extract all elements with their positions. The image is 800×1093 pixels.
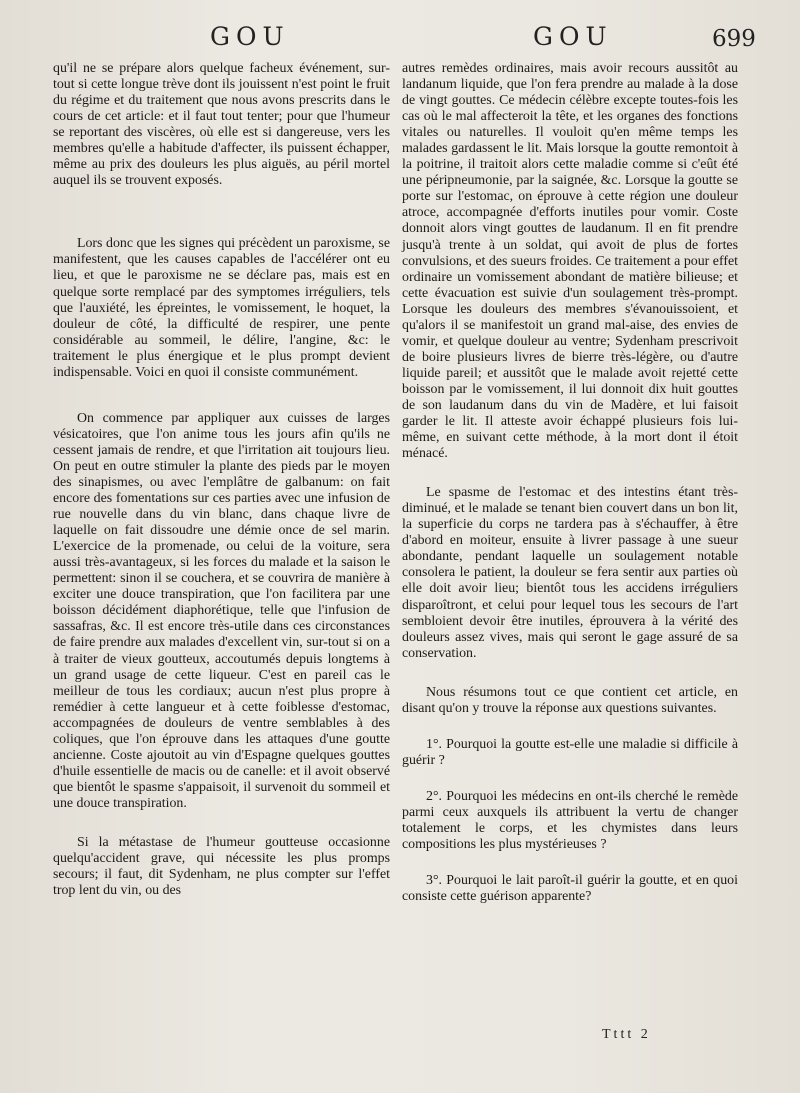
signature-mark: Tttt 2 bbox=[602, 1027, 651, 1042]
running-head-left: GOU bbox=[210, 22, 290, 51]
paragraph: Le spasme de l'estomac et des intestins étant très-diminué, et le malade se tenant bien couvert dans un bon lit, la superficie du corps ne tardera pas à s'échauffer, à être d'abord en moiteur, ensuite à livrer passage à une sueur abondante, pendant laquelle un soulagement notable consolera le patient, la douleur se fera sentir aux parties où elle doit avoir lieu; bientôt tous les accidens irréguliers disparoîtront, et celui pour lequel tous les secours de l'art sembloient devoir être inutiles, éprouvera à la vérité des douleurs assez vives, mais qui seront le gage assuré de sa conservation. bbox=[402, 485, 738, 661]
question-3: 3°. Pourquoi le lait paroît-il guérir la goutte, et en quoi consiste cette guérison apparente? bbox=[402, 873, 738, 905]
running-head-right: GOU bbox=[533, 22, 613, 51]
paragraph: Si la métastase de l'humeur goutteuse occasionne quelqu'accident grave, qui nécessite les plus promps secours; il faut, dit Sydenham, ne plus compter sur l'effet trop lent du vin, ou des bbox=[53, 834, 390, 899]
paragraph: qu'il ne se prépare alors quelque facheux événement, sur-tout si cette longue trève dont ils jouissent n'est point le fruit du régime et du traitement que nous avons prescrits dans le cours de cet article: et il faut tout tenter; pour que l'humeur se reportant des viscères, où elle est si dangereuse, vers les membres qu'elle a habitude d'affecter, ils puissent échapper, même au prix des douleurs les plus aiguës, au péril mortel auquel ils se trouvent exposés. bbox=[53, 61, 390, 189]
paragraph: autres remèdes ordinaires, mais avoir recours aussitôt au landanum liquide, que l'on fera prendre au malade à la dose de vingt gouttes. Ce médecin célèbre excepte toutes-fois les cas où le mal affecteroit la tête, et les organes des fonctions vitales ou naturelles. Il vouloit qu'en même temps les malades gardassent le lit. Mais lorsque la goutte remontoit à la poitrine, il traitoit alors cette maladie comme si c'eût été une péripneumonie, par la saignée, &c. Lorsque la goutte se porte sur l'estomac, on éprouve à cette région une douleur atroce, accompagnée d'efforts inutiles pour vomir. Coste donnoit alors vingt gouttes de laudanum. Il en fit prendre jusqu'à trente à un soldat, qui avoit de plus de fortes convulsions, et des sueurs froides. Ce traitement a pour effet ordinaire un vomissement abondant de matière bilieuse; et cette évacuation est suivie d'un soulagement très-prompt. Lorsque les douleurs des membres s'évanouissoient, et qu'alors il se manifestoit un grand mal-aise, des envies de vomir, et quelque douleur au ventre; Sydenham prescrivoit de boire plusieurs livres de bierre très-légère, ou d'autre liquide pareil; et aussitôt que le malade avoit rejetté cette boisson par le vomissement, il lui donnoit dix huit gouttes de son laudanum dans du vin de Madère, et lui faisoit garder le lit. Il atteste avoir échappé plusieurs fois lui-même, en suivant cette méthode, à la mort dont il étoit ménacé. bbox=[402, 61, 738, 462]
paragraph: Lors donc que les signes qui précèdent un paroxisme, se manifestent, que les causes capables de l'accélérer ont eu lieu, et que le paroxisme ne se déclare pas, mais est en quelque sorte remplacé par des symptomes irréguliers, tels que l'auxiété, les épreintes, le vomissement, le hoquet, la douleur de côté, la difficulté de respirer, une pente considérable au sommeil, le délire, l'angine, &c: le traitement le plus énergique et le plus prompt devient indispensable. Voici en quoi il consiste communément. bbox=[53, 236, 390, 380]
question-1: 1°. Pourquoi la goutte est-elle une maladie si difficile à guérir ? bbox=[402, 736, 738, 768]
left-column bbox=[53, 61, 390, 899]
paragraph: On commence par appliquer aux cuisses de larges vésicatoires, que l'on anime tous les jours afin qu'ils ne cessent jamais de rendre, et que l'irritation ait toujours lieu. On peut en outre stimuler la plante des pieds par le moyen des sinapismes, ou avec l'emplâtre de galbanum: on fait encore des fomentations sur ces parties avec une infusion de rue nouvelle dans du vin blanc, dans chaque livre de laquelle on fait dissoudre une démie once de sel marin. L'exercice de la promenade, ou celui de la voiture, sera aussi très-avantageux, si les forces du malade et la saison le permettent: sinon il se couchera, et se couvrira de manière à exciter une douce transpiration, que l'on facilitera par une boisson décidément diaphorétique, telle que l'infusion de sassafras, &c. Il est encore très-utile dans ces circonstances de faire prendre aux malades d'excellent vin, sur-tout si on a à traiter de vieux goutteux, accoutumés depuis longtems à un grand usage de cette liqueur. C'est en pareil cas le meilleur de tous les cordiaux; aucun n'est plus propre à remédier à cette langueur et à cette foiblesse d'estomac, accompagnées de douleurs de ventre semblables à des coliques, que l'on éprouve dans les attaques d'une goutte ancienne. Coste ajoutoit au vin d'Espagne quelques gouttes d'huile essentielle de macis ou de canelle: et il avoit observé que bientôt le spasme s'appaisoit, il survenoit du sommeil et une douce transpiration. bbox=[53, 410, 390, 811]
right-column bbox=[402, 61, 738, 905]
page-number: 699 bbox=[712, 26, 756, 52]
summary-paragraph: Nous résumons tout ce que contient cet article, en disant qu'on y trouve la réponse aux questions suivantes. bbox=[402, 684, 738, 716]
question-2: 2°. Pourquoi les médecins en ont-ils cherché le remède parmi ceux auxquels ils attribuent la vertu de changer totalement le corps, et les chymistes dans leurs compositions les plus mystérieuses ? bbox=[402, 788, 738, 853]
